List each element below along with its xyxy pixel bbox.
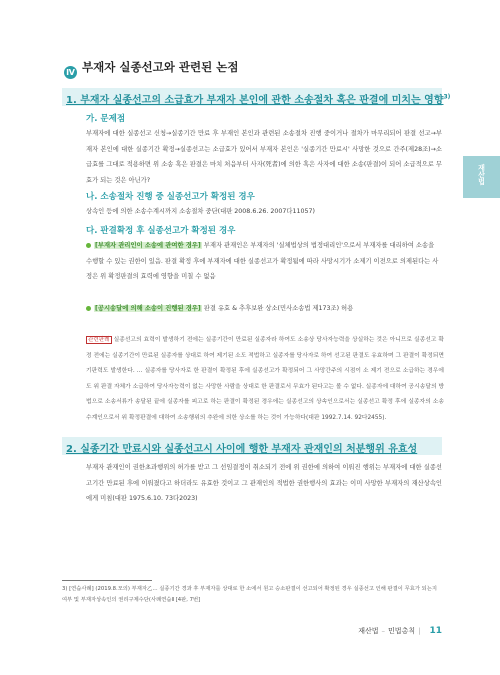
bullet-item-1 [86, 238, 442, 285]
section-title: 부재자 실종선고와 관련된 논점 [82, 60, 239, 74]
related-case-box [86, 333, 444, 426]
footer-right: 민법총칙 [388, 627, 416, 635]
side-tab [463, 156, 500, 198]
bullet-text-2: 판결 유효 & 추후보완 상소(민사소송법 제173조) 허용 [203, 305, 354, 312]
related-case-text: 실종선고의 효력이 발생하기 전에는 실종기간이 만료된 실종자라 하여도 소송상 당사자능력을 상실하는 것은 아니므로 실종선고 확정 전에는 실종기간이 만료된 실종자를 상대로 하여 제기된 소도 적법하고 실종자를 당사자로 하여 선고된 판결도 유효하며 그 판결이 확정되면 기판력도 발생한다. … 실종자를 당사자로 한 판결이 확정된 후에 실종선고가 확정되어 그 사망간주의 시점이 소 제기 전으로 소급하는 경우에도 위 판결 자체가 소급하여 당사자능력이 없는 사망한 사람을 상대로 한 판결로서 무효가 된다고는 볼 수 없다. 실종자에 대하여 공시송달의 방법으로 소송서류가 송달된 끝에 실종자를 피고로 하는 판결이 확정된 경우에는 실종선고의 상속인으로서는 실종선고 확정 후에 실종자의 소송수계인으로서 위 확정판결에 대하여 소송행위의 추완에 의한 상소를 하는 것이 가능하다(대판 1992.7.14. 92다2455). [86, 337, 444, 421]
bullet-item-2 [86, 301, 442, 317]
subheading-ga: 가. 문제점 [86, 114, 126, 124]
paragraph-na: 상속인 등에 의한 소송수계시까지 소송절차 중단(대판 2008.6.26. 2007다11057) [86, 208, 315, 215]
subheading-na: 나. 소송절차 진행 중 실종선고가 확정된 경우 [86, 192, 255, 202]
bullet-dot-icon [86, 306, 91, 311]
heading-1 [66, 91, 450, 106]
subheading-da: 다. 판결확정 후 실종선고가 확정된 경우 [86, 226, 236, 236]
bullet-tag-1: [부재자 관리인이 소송에 관여한 경우] [95, 242, 201, 249]
footnote: 3) [연습사례] (2019.8.모의) 부재자乙… 실종기간 경과 후 부재자를 상대로 한 소에서 원고 승소판결이 선고되어 확정된 경우 실종선고 인해 판결이 무효가 되는지 여부 및 부재자상속인의 권리구제수단(사례연습Ⅱ [4판, 7번] [62, 586, 437, 603]
heading-1-text: 1. 부재자 실종선고의 소급효가 부재자 본인에 관한 소송절차 혹은 판결에 미치는 영향 [66, 95, 444, 106]
section-number-badge: Ⅳ [64, 66, 77, 79]
related-case-tag: 관련판례 [88, 337, 110, 343]
paragraph-ga: 부재자에 대한 실종선고 신청→실종기간 만료 후 부재인 본인과 관련된 소송절차 진행 중이거나 절차가 마무리되어 판결 선고→부재자 본인에 대한 실종기간 확정→실종선고는 소급효가 있어서 부재자 본인은 '실종기간 만료시' 사망한 것으로 간주(제28조)→소급효를 그대로 적용하면 위 소송 혹은 판결은 마치 처음부터 사자(死者)에 의한 혹은 사자에 대한 소송(판결)이 되어 소급적으로 무효가 되는 것은 아닌가? [86, 130, 442, 184]
side-tab-label: 재산법 [477, 164, 486, 185]
bullet-text-1: 부재자 관재인은 부재자의 '실체법상의 법정대리인'으로서 부재자를 대리하여 소송을 수행할 수 있는 권한이 있음. 판결 확정 후에 부재자에 대한 실종선고가 확정됨에 따라 사망시기가 소제기 이전으로 의제된다는 사정은 위 확정판결의 효력에 영향을 미칠 수 없음 [86, 242, 439, 281]
page-footer: 재산법 – 민법총칙 | 11 [358, 626, 442, 636]
paragraph-2: 부재자 관재인이 권한초과행위의 허가를 받고 그 선임결정이 취소되기 전에 위 권한에 의하여 이뤄진 행위는 부재자에 대한 실종선고기간 만료된 후에 이뤄졌다고 하더라도 유효한 것이고 그 관재인의 적법한 권한행사의 효과는 이미 사망한 부재자의 재산상속인에게 미침(대판 1975.6.10. 73다2023) [86, 464, 442, 503]
heading-2 [66, 440, 417, 455]
footnote-ref: 3) [443, 93, 451, 101]
bullet-tag-2: [공시송달에 의해 소송이 진행된 경우] [95, 305, 201, 312]
footnote-divider [62, 580, 152, 581]
footer-left: 재산법 [358, 627, 379, 635]
heading-2-text: 2. 실종기간 만료시와 실종선고시 사이에 행한 부재자 관재인의 처분행위 유효성 [66, 444, 418, 455]
page-number: 11 [429, 626, 442, 636]
bullet-dot-icon [86, 243, 91, 248]
